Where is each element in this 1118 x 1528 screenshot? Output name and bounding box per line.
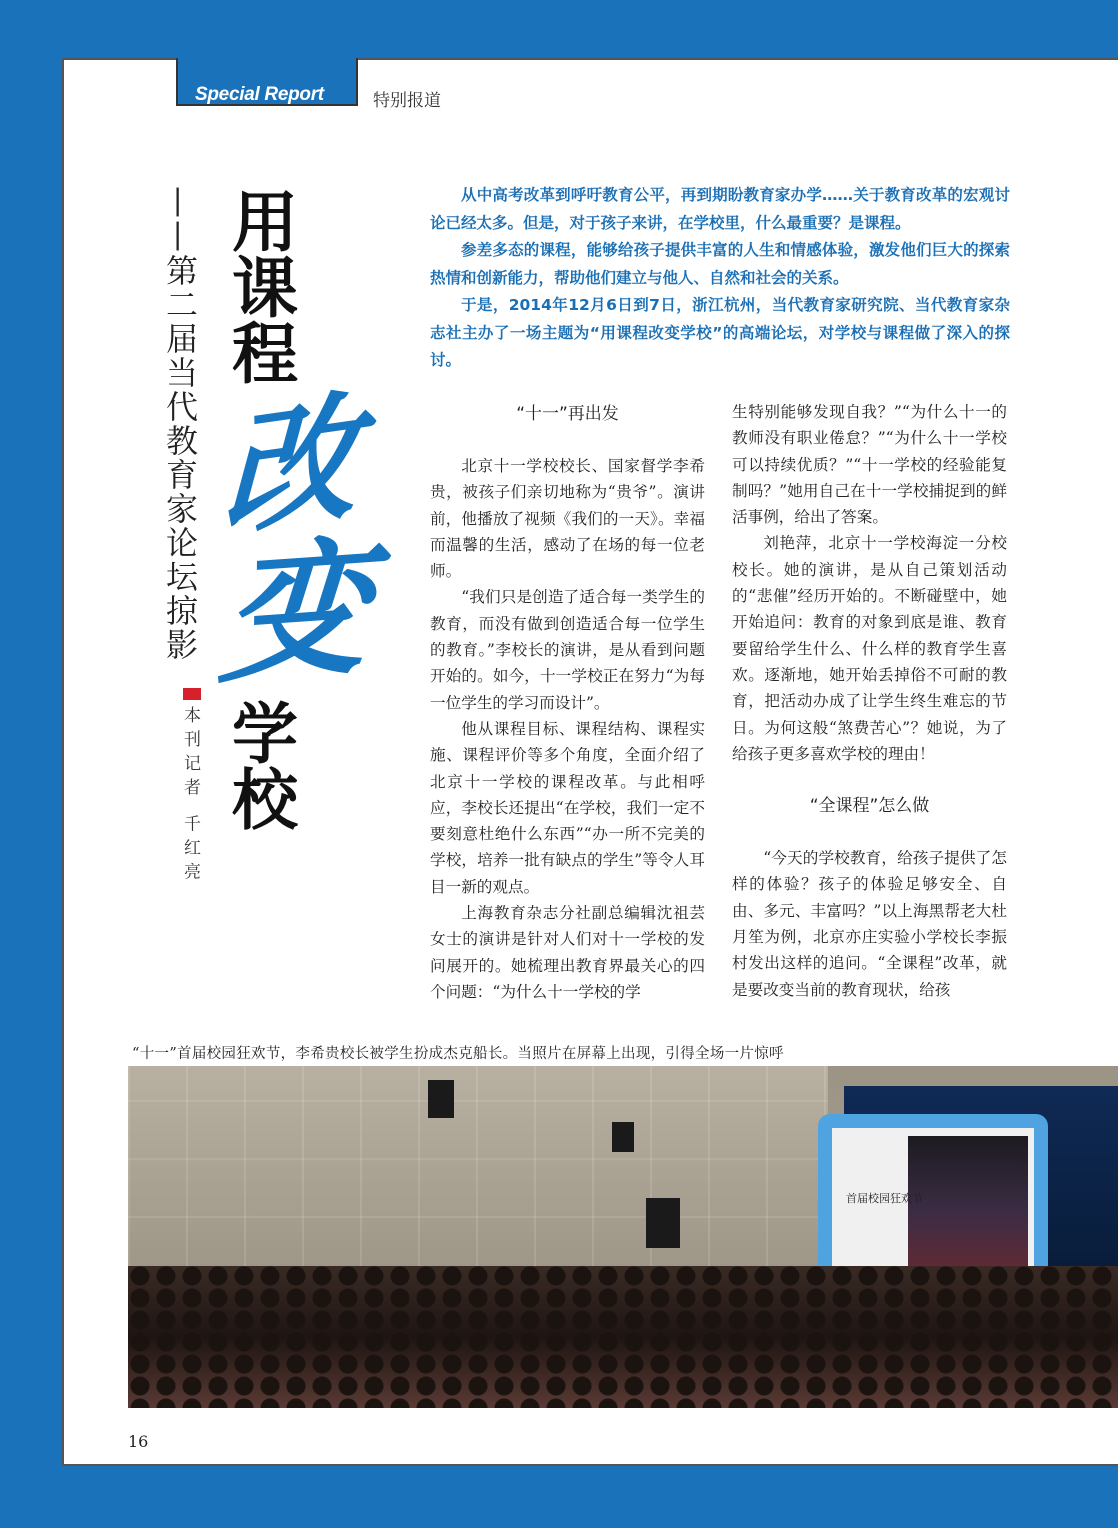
intro-paragraph: 于是，2014年12月6日到7日，浙江杭州，当代教育家研究院、当代教育家杂志社主办了一场主题为“用课程改变学校”的高端论坛，对学校与课程做了深入的探讨。 (430, 296, 1010, 369)
section-tab-en: Special Report (176, 58, 358, 106)
speaker-icon (612, 1122, 634, 1152)
title-char-6: 学 (232, 696, 298, 773)
title-char-2: 课 (232, 250, 298, 327)
intro-paragraph: 参差多态的课程，能够给孩子提供丰富的人生和情感体验，激发他们巨大的探索热情和创新能力，帮助他们建立与他人、自然和社会的关系。 (430, 241, 1010, 287)
body-paragraph: “今天的学校教育，给孩子提供了怎样的体验？孩子的体验足够安全、自由、多元、丰富吗？”以上海黑帮老大杜月笙为例，北京亦庄实验小学校长李振村发出这样的追问。“全课程”改革，就是要改变当前的教育现状，给孩 (732, 849, 1007, 999)
photo-screen-text: 首届校园狂欢节 (846, 1192, 923, 1205)
section-heading: “全课程”怎么做 (809, 796, 930, 817)
speaker-icon (646, 1198, 680, 1248)
envelope-icon (183, 688, 201, 700)
body-paragraph: 刘艳萍，北京十一学校海淀一分校校长。她的演讲，是从自己策划活动的“悲催”经历开始的。不断碰壁中，她开始追问：教育的对象到底是谁、教育要留给学生什么、什么样的教育学生喜欢。逐渐地，她开始丢掉俗不可耐的教育，把活动办成了让学生终生难忘的节日。为何这般“煞费苦心”？她说，为了给孩子更多喜欢学校的理由！ (732, 534, 1007, 763)
body-column-2 (732, 399, 1007, 1003)
auditorium-photo (128, 1066, 1118, 1408)
body-paragraph: 他从课程目标、课程结构、课程实施、课程评价等多个角度，全面介绍了北京十一学校的课程改革。与此相呼应，李校长还提出“在学校，我们一定不要刻意杜绝什么东西”“办一所不完美的学校，培养一批有缺点的学生”等令人耳目一新的观点。 (430, 719, 705, 896)
title-brush-char-2: 变 (216, 521, 374, 704)
body-paragraph-continued: 生特别能够发现自我？”“为什么十一的教师没有职业倦怠？”“为什么十一学校可以持续优质？”“十一学校的经验能复制吗？”她用自己在十一学校捕捉到的鲜活事例，给出了答案。 (732, 403, 1007, 527)
page-number: 16 (128, 1432, 149, 1451)
article-subtitle: ——第二届当代教育家论坛掠影 (161, 186, 199, 662)
body-paragraph: “我们只是创造了适合每一类学生的教育，而没有做到创造适合每一位学生的教育。”李校长的演讲，是从看到问题开始的。如今，十一学校正在努力“为每一位学生的学习而设计”。 (430, 588, 705, 712)
section-heading: “十一”再出发 (516, 404, 619, 424)
photo-audience (128, 1266, 1118, 1408)
photo-wall (128, 1066, 828, 1276)
speaker-icon (428, 1080, 454, 1118)
photo-projected-image (908, 1136, 1028, 1286)
body-paragraph: 北京十一学校校长、国家督学李希贵，被孩子们亲切地称为“贵爷”。演讲前，他播放了视频《我们的一天》。幸福而温馨的生活，感动了在场的每一位老师。 (430, 457, 705, 581)
title-char-3: 程 (232, 316, 298, 393)
body-column-1 (430, 399, 705, 1005)
title-char-1: 用 (232, 184, 298, 261)
intro-paragraph: 从中高考改革到呼吁教育公平，再到期盼教育家办学……关于教育改革的宏观讨论已经太多。但是，对于孩子来讲，在学校里，什么最重要？是课程。 (430, 186, 1010, 232)
reporter-byline: 本刊记者 千红亮 (180, 706, 200, 887)
article-intro (430, 182, 1010, 375)
title-char-7: 校 (232, 762, 298, 839)
body-paragraph: 上海教育杂志分社副总编辑沈祖芸女士的演讲是针对人们对十一学校的发问展开的。她梳理出教育界最关心的四个问题：“为什么十一学校的学 (430, 904, 705, 1001)
photo-caption: “十一”首届校园狂欢节，李希贵校长被学生扮成杰克船长。当照片在屏幕上出现，引得全场一片惊呼 (132, 1046, 784, 1062)
section-label-cn: 特别报道 (373, 91, 441, 111)
title-brush-char-1: 改 (219, 375, 361, 557)
